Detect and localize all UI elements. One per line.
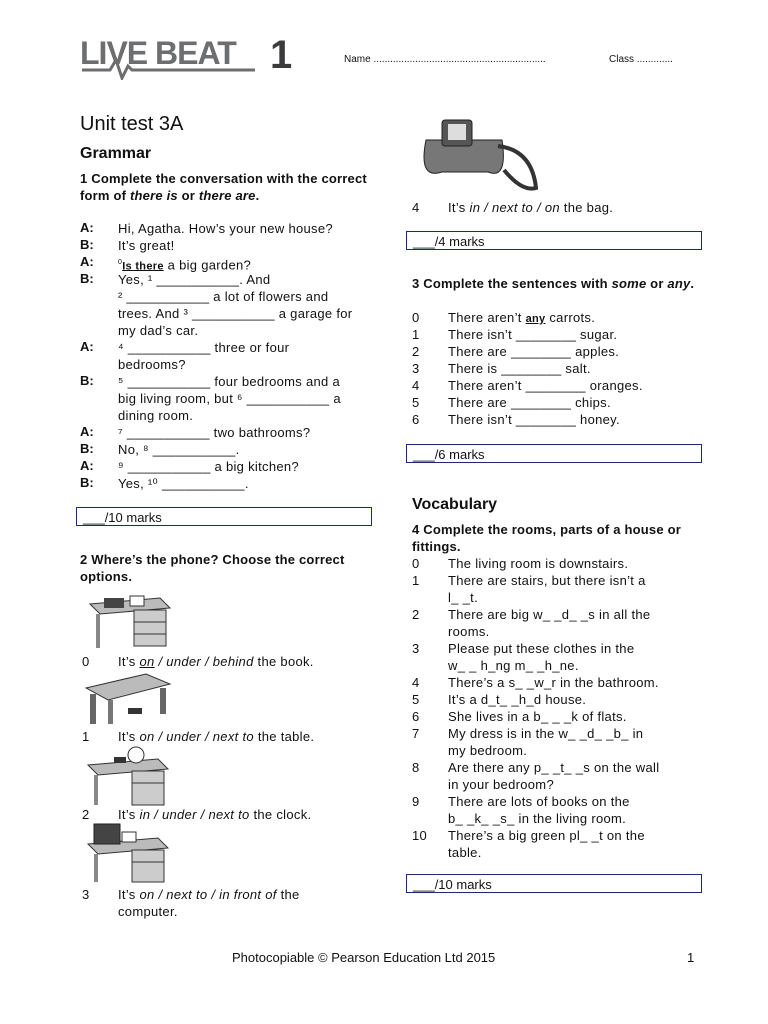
item-number: 3 — [412, 361, 420, 376]
ex4-marks-box[interactable]: ___/10 marks — [406, 874, 702, 893]
copyright-footer: Photocopiable © Pearson Education Ltd 2015 — [232, 950, 496, 965]
ex1-line — [80, 305, 380, 322]
live-beat-logo — [80, 32, 300, 80]
ex3-item — [412, 326, 702, 343]
ex2-item-4: It’s in / next to / on the bag. — [448, 200, 614, 215]
ex1-line-text: a big garden? — [163, 257, 252, 273]
ex3-marks-box[interactable]: ___/6 marks — [406, 444, 702, 463]
ex4-line: l_ _t. — [448, 590, 478, 605]
ex1-line — [80, 441, 380, 458]
ex2-item-2: It’s in / under / next to the clock. — [118, 807, 312, 822]
ex1-line — [80, 220, 380, 237]
ex4-line: There’s a s_ _w_r in the bathroom. — [448, 675, 659, 690]
ex1-line — [80, 373, 380, 390]
speaker-label: B: — [80, 237, 94, 252]
ex2-item-0-number: 0 — [82, 654, 90, 669]
ex1-line-text: Hi, Agatha. How’s your new house? — [118, 221, 333, 236]
ex4-item — [412, 708, 712, 725]
ex4-line: Are there any p_ _t_ _s on the wall — [448, 760, 660, 775]
class-field[interactable]: Class ............. — [609, 54, 673, 65]
ex3-instruction: 3 Complete the sentences with some or any. — [412, 276, 695, 291]
ex3-item — [412, 343, 702, 360]
item-number: 4 — [412, 675, 420, 690]
ex1-conversation — [80, 220, 380, 492]
ex1-line-text: bedrooms? — [118, 357, 186, 372]
ex2-item-4-number: 4 — [412, 200, 420, 215]
item-number: 0 — [412, 310, 420, 325]
ex2-item-1: It’s on / under / next to the table. — [118, 729, 315, 744]
item-number: 10 — [412, 828, 428, 843]
ex1-line — [80, 271, 380, 288]
speaker-label: A: — [80, 339, 94, 354]
ex1-line — [80, 288, 380, 305]
ex2-marks-box[interactable]: ___/4 marks — [406, 231, 702, 250]
item-number: 2 — [412, 344, 420, 359]
ex1-line-text: No, ⁸ ___________. — [118, 442, 240, 457]
ex4-item — [412, 572, 712, 606]
ex1-line-text: ⁷ ___________ two bathrooms? — [118, 425, 311, 440]
ex2-instruction: 2 Where’s the phone? Choose the correct options. — [80, 552, 345, 584]
ex4-line: Please put these clothes in the — [448, 641, 635, 656]
item-number: 5 — [412, 692, 420, 707]
ex3-sentence: There are ________ chips. — [448, 395, 611, 410]
ex4-instruction: 4 Complete the rooms, parts of a house or fittings. — [412, 522, 681, 554]
ex1-line — [80, 424, 380, 441]
item-number: 8 — [412, 760, 420, 775]
ex1-line-text: ⁵ ___________ four bedrooms and a — [118, 374, 341, 389]
ex1-line — [80, 237, 380, 254]
ex1-line — [80, 254, 380, 271]
ex1-marks-box[interactable]: ___/10 marks — [76, 507, 372, 526]
ex4-items — [412, 555, 712, 861]
ex4-line: My dress is in the w_ _d_ _b_ in — [448, 726, 644, 741]
speaker-label: A: — [80, 458, 94, 473]
ex4-line: in your bedroom? — [448, 777, 554, 792]
ex2-item-3-number: 3 — [82, 887, 90, 902]
page-title: Unit test 3A — [80, 113, 184, 135]
ex2-item-3: It’s on / next to / in front of the computer. — [118, 887, 300, 919]
speaker-label: B: — [80, 475, 94, 490]
ex4-item — [412, 725, 712, 759]
ex3-item — [412, 377, 702, 394]
name-field[interactable]: Name .............................................................. — [344, 54, 546, 65]
ex1-line-text: ² ___________ a lot of flowers and — [118, 289, 329, 304]
ex3-sentence: There are ________ apples. — [448, 344, 620, 359]
ex4-line: The living room is downstairs. — [448, 556, 629, 571]
ex1-line — [80, 407, 380, 424]
ex4-line: She lives in a b_ _ _k of flats. — [448, 709, 627, 724]
ex4-line: There’s a big green pl_ _t on the — [448, 828, 645, 843]
speaker-label: A: — [80, 254, 94, 269]
grammar-heading: Grammar — [80, 145, 152, 162]
ex3-sentence: There aren’t ________ oranges. — [448, 378, 643, 393]
ex1-line-text: trees. And ³ ___________ a garage for — [118, 306, 353, 321]
speaker-label: A: — [80, 424, 94, 439]
ex4-line: b_ _k_ _s_ in the living room. — [448, 811, 627, 826]
item-number: 3 — [412, 641, 420, 656]
speaker-label: B: — [80, 271, 94, 286]
item-number: 5 — [412, 395, 420, 410]
item-number: 6 — [412, 709, 420, 724]
item-number: 2 — [412, 607, 420, 622]
vocabulary-heading: Vocabulary — [412, 496, 498, 513]
ex4-line: There are big w_ _d_ _s in all the — [448, 607, 651, 622]
desk-book-phone-image — [82, 590, 172, 657]
ex1-line — [80, 322, 380, 339]
ex4-line: It’s a d_t_ _h_d house. — [448, 692, 587, 707]
ex3-items — [412, 309, 702, 428]
ex1-line — [80, 390, 380, 407]
ex1-instruction: 1 Complete the conversation with the correct form of there is or there are. — [80, 171, 367, 203]
table-phone-image — [82, 670, 172, 733]
svg-text:LIVE BEAT: LIVE BEAT — [80, 35, 236, 71]
ex1-line-text: dining room. — [118, 408, 194, 423]
item-number: 1 — [412, 327, 420, 342]
ex4-line: rooms. — [448, 624, 490, 639]
ex1-line-text: big living room, but ⁶ ___________ a — [118, 391, 341, 406]
bag-phone-image — [412, 110, 538, 201]
ex3-sentence: There isn’t ________ sugar. — [448, 327, 618, 342]
ex4-line: my bedroom. — [448, 743, 528, 758]
ex4-item — [412, 640, 712, 674]
sentence-part: carrots. — [545, 310, 596, 325]
example-answer: Is there — [122, 260, 164, 273]
item-number: 1 — [412, 573, 420, 588]
ex1-line — [80, 339, 380, 356]
ex4-item — [412, 555, 712, 572]
ex3-sentence: There isn’t ________ honey. — [448, 412, 620, 427]
ex1-line-text: my dad’s car. — [118, 323, 199, 338]
ex2-item-1-number: 1 — [82, 729, 90, 744]
ex4-item — [412, 606, 712, 640]
ex3-item — [412, 411, 702, 428]
item-number: 0 — [412, 556, 420, 571]
desk-clock-phone-image — [82, 745, 172, 812]
ex4-line: There are lots of books on the — [448, 794, 630, 809]
svg-text:1: 1 — [270, 33, 293, 77]
ex4-item — [412, 674, 712, 691]
ex4-line: There are stairs, but there isn’t a — [448, 573, 646, 588]
item-number: 7 — [412, 726, 420, 741]
ex1-line — [80, 475, 380, 492]
item-number: 6 — [412, 412, 420, 427]
ex4-item — [412, 691, 712, 708]
ex4-item — [412, 827, 712, 861]
ex1-line-text: ⁴ ___________ three or four — [118, 340, 290, 355]
ex3-sentence: There is ________ salt. — [448, 361, 591, 376]
gap-number: 0 — [118, 259, 123, 266]
ex4-line: w_ _ h_ng m_ _h_ne. — [448, 658, 579, 673]
desk-computer-phone-image — [82, 822, 172, 889]
ex1-line-text: Yes, ¹ ___________. And — [118, 272, 271, 287]
ex3-item — [412, 309, 702, 326]
ex1-line — [80, 458, 380, 475]
speaker-label: B: — [80, 441, 94, 456]
item-number: 9 — [412, 794, 420, 809]
speaker-label: A: — [80, 220, 94, 235]
ex4-item — [412, 759, 712, 793]
speaker-label: B: — [80, 373, 94, 388]
ex1-line-text: Yes, ¹⁰ ___________. — [118, 476, 249, 491]
ex2-item-2-number: 2 — [82, 807, 90, 822]
item-number: 4 — [412, 378, 420, 393]
page-number: 1 — [687, 950, 695, 965]
ex1-line-text: It’s great! — [118, 238, 175, 253]
ex1-line — [80, 356, 380, 373]
ex3-item — [412, 360, 702, 377]
ex4-line: table. — [448, 845, 482, 860]
ex1-line-text: ⁹ ___________ a big kitchen? — [118, 459, 299, 474]
example-answer: any — [525, 313, 546, 325]
ex2-item-0: It’s on / under / behind the book. — [118, 654, 314, 669]
sentence-part: There aren’t — [448, 310, 526, 325]
ex3-item — [412, 394, 702, 411]
ex4-item — [412, 793, 712, 827]
